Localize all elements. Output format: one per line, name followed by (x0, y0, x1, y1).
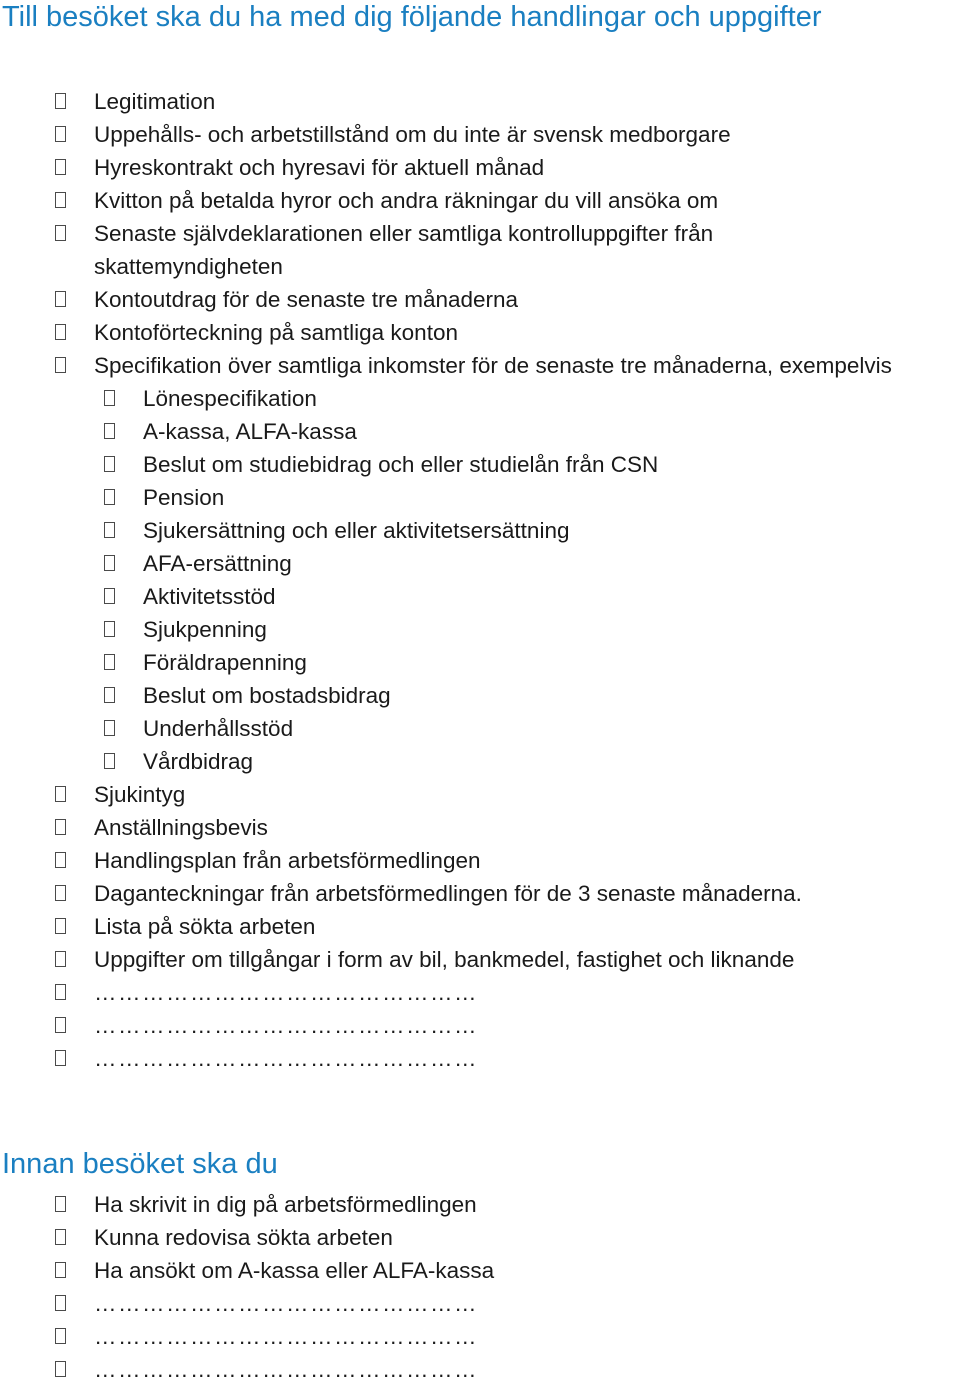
item-label: Kontoförteckning på samtliga konton (94, 320, 458, 345)
item-label: Sjukersättning och eller aktivitetsersättning (143, 518, 570, 543)
sub-list-item (0, 712, 960, 745)
item-label: Anställningsbevis (94, 815, 268, 840)
checkbox-icon[interactable] (55, 951, 66, 967)
sub-list-item (0, 745, 960, 778)
checkbox-icon[interactable] (55, 819, 66, 835)
list-item (0, 778, 960, 811)
blank-list-item (0, 976, 960, 1009)
sub-list-item (0, 646, 960, 679)
blank-fill-line: ………………………………………… (94, 1357, 478, 1382)
sub-list-item (0, 547, 960, 580)
list-item (0, 943, 960, 976)
checkbox-icon[interactable] (55, 1295, 66, 1311)
blank-list-item (0, 1353, 960, 1386)
checkbox-icon[interactable] (55, 192, 66, 208)
checkbox-icon[interactable] (55, 324, 66, 340)
list-item (0, 184, 960, 217)
checkbox-icon[interactable] (104, 555, 115, 571)
item-label: Specifikation över samtliga inkomster för de senaste tre månaderna, exempelvis (94, 353, 892, 378)
checkbox-icon[interactable] (104, 720, 115, 736)
checkbox-icon[interactable] (55, 1229, 66, 1245)
checkbox-icon[interactable] (55, 126, 66, 142)
item-label: Lista på sökta arbeten (94, 914, 316, 939)
checkbox-icon[interactable] (104, 456, 115, 472)
list-item (0, 844, 960, 877)
checkbox-icon[interactable] (55, 1196, 66, 1212)
blank-fill-line: ………………………………………… (94, 1324, 478, 1349)
sub-list-item (0, 382, 960, 415)
checkbox-icon[interactable] (55, 786, 66, 802)
list-item (0, 151, 960, 184)
blank-list-item (0, 1320, 960, 1353)
checkbox-icon[interactable] (104, 753, 115, 769)
checkbox-icon[interactable] (55, 1361, 66, 1377)
item-label: Sjukintyg (94, 782, 186, 807)
checkbox-icon[interactable] (55, 1050, 66, 1066)
checkbox-icon[interactable] (55, 984, 66, 1000)
blank-fill-line: ………………………………………… (94, 980, 478, 1005)
list-item (0, 283, 960, 316)
sub-list-item (0, 415, 960, 448)
checkbox-icon[interactable] (55, 159, 66, 175)
item-label: Kvitton på betalda hyror och andra räkningar du vill ansöka om (94, 188, 719, 213)
sub-list-item (0, 613, 960, 646)
item-label: Aktivitetsstöd (143, 584, 276, 609)
checkbox-icon[interactable] (104, 522, 115, 538)
checkbox-icon[interactable] (104, 423, 115, 439)
sub-list-item (0, 580, 960, 613)
item-label: A-kassa, ALFA-kassa (143, 419, 357, 444)
item-label: Ha skrivit in dig på arbetsförmedlingen (94, 1192, 477, 1217)
checkbox-icon[interactable] (104, 654, 115, 670)
section2-title: Innan besöket ska du (2, 1148, 278, 1180)
blank-list-item (0, 1042, 960, 1075)
section2-checklist (0, 1188, 960, 1386)
checkbox-icon[interactable] (104, 687, 115, 703)
checkbox-icon[interactable] (104, 588, 115, 604)
section1-checklist (0, 85, 960, 1075)
checkbox-icon[interactable] (55, 885, 66, 901)
list-item (0, 910, 960, 943)
item-label: Lönespecifikation (143, 386, 317, 411)
item-label: Föräldrapenning (143, 650, 307, 675)
list-item (0, 811, 960, 844)
list-item (0, 85, 960, 118)
item-label: Uppehålls- och arbetstillstånd om du inte är svensk medborgare (94, 122, 731, 147)
item-label: Hyreskontrakt och hyresavi för aktuell månad (94, 155, 545, 180)
checkbox-icon[interactable] (55, 291, 66, 307)
checkbox-icon[interactable] (104, 621, 115, 637)
item-label: Pension (143, 485, 225, 510)
sub-list-item (0, 514, 960, 547)
checkbox-icon[interactable] (55, 225, 66, 241)
sub-list-item (0, 448, 960, 481)
checkbox-icon[interactable] (55, 357, 66, 373)
item-label: Legitimation (94, 89, 216, 114)
item-label: Handlingsplan från arbetsförmedlingen (94, 848, 481, 873)
blank-list-item (0, 1009, 960, 1042)
sub-list-item (0, 481, 960, 514)
sub-list-item (0, 679, 960, 712)
section1-title: Till besöket ska du ha med dig följande handlingar och uppgifter (2, 1, 822, 33)
item-label: AFA-ersättning (143, 551, 292, 576)
checkbox-icon[interactable] (104, 390, 115, 406)
item-label: Sjukpenning (143, 617, 267, 642)
list-item (0, 118, 960, 151)
blank-fill-line: ………………………………………… (94, 1046, 478, 1071)
checkbox-icon[interactable] (55, 93, 66, 109)
item-label: Uppgifter om tillgångar i form av bil, bankmedel, fastighet och liknande (94, 947, 795, 972)
item-label: Senaste självdeklarationen eller samtliga kontrolluppgifter från skattemyndigheten (94, 221, 714, 279)
blank-list-item (0, 1287, 960, 1320)
blank-fill-line: ………………………………………… (94, 1291, 478, 1316)
list-item (0, 1188, 960, 1221)
list-item (0, 1254, 960, 1287)
checkbox-icon[interactable] (55, 852, 66, 868)
list-item (0, 316, 960, 349)
checkbox-icon[interactable] (55, 1262, 66, 1278)
item-label: Vårdbidrag (143, 749, 254, 774)
checkbox-icon[interactable] (104, 489, 115, 505)
checkbox-icon[interactable] (55, 918, 66, 934)
item-label: Kontoutdrag för de senaste tre månaderna (94, 287, 519, 312)
list-item (0, 1221, 960, 1254)
list-item (0, 877, 960, 910)
blank-fill-line: ………………………………………… (94, 1013, 478, 1038)
item-label: Daganteckningar från arbetsförmedlingen för de 3 senaste månaderna. (94, 881, 802, 906)
item-label: Underhållsstöd (143, 716, 294, 741)
item-label: Kunna redovisa sökta arbeten (94, 1225, 393, 1250)
checkbox-icon[interactable] (55, 1328, 66, 1344)
list-item (0, 349, 960, 382)
item-label: Beslut om studiebidrag och eller studielån från CSN (143, 452, 659, 477)
item-label: Beslut om bostadsbidrag (143, 683, 391, 708)
checkbox-icon[interactable] (55, 1017, 66, 1033)
item-label: Ha ansökt om A-kassa eller ALFA-kassa (94, 1258, 495, 1283)
list-item (0, 217, 960, 283)
